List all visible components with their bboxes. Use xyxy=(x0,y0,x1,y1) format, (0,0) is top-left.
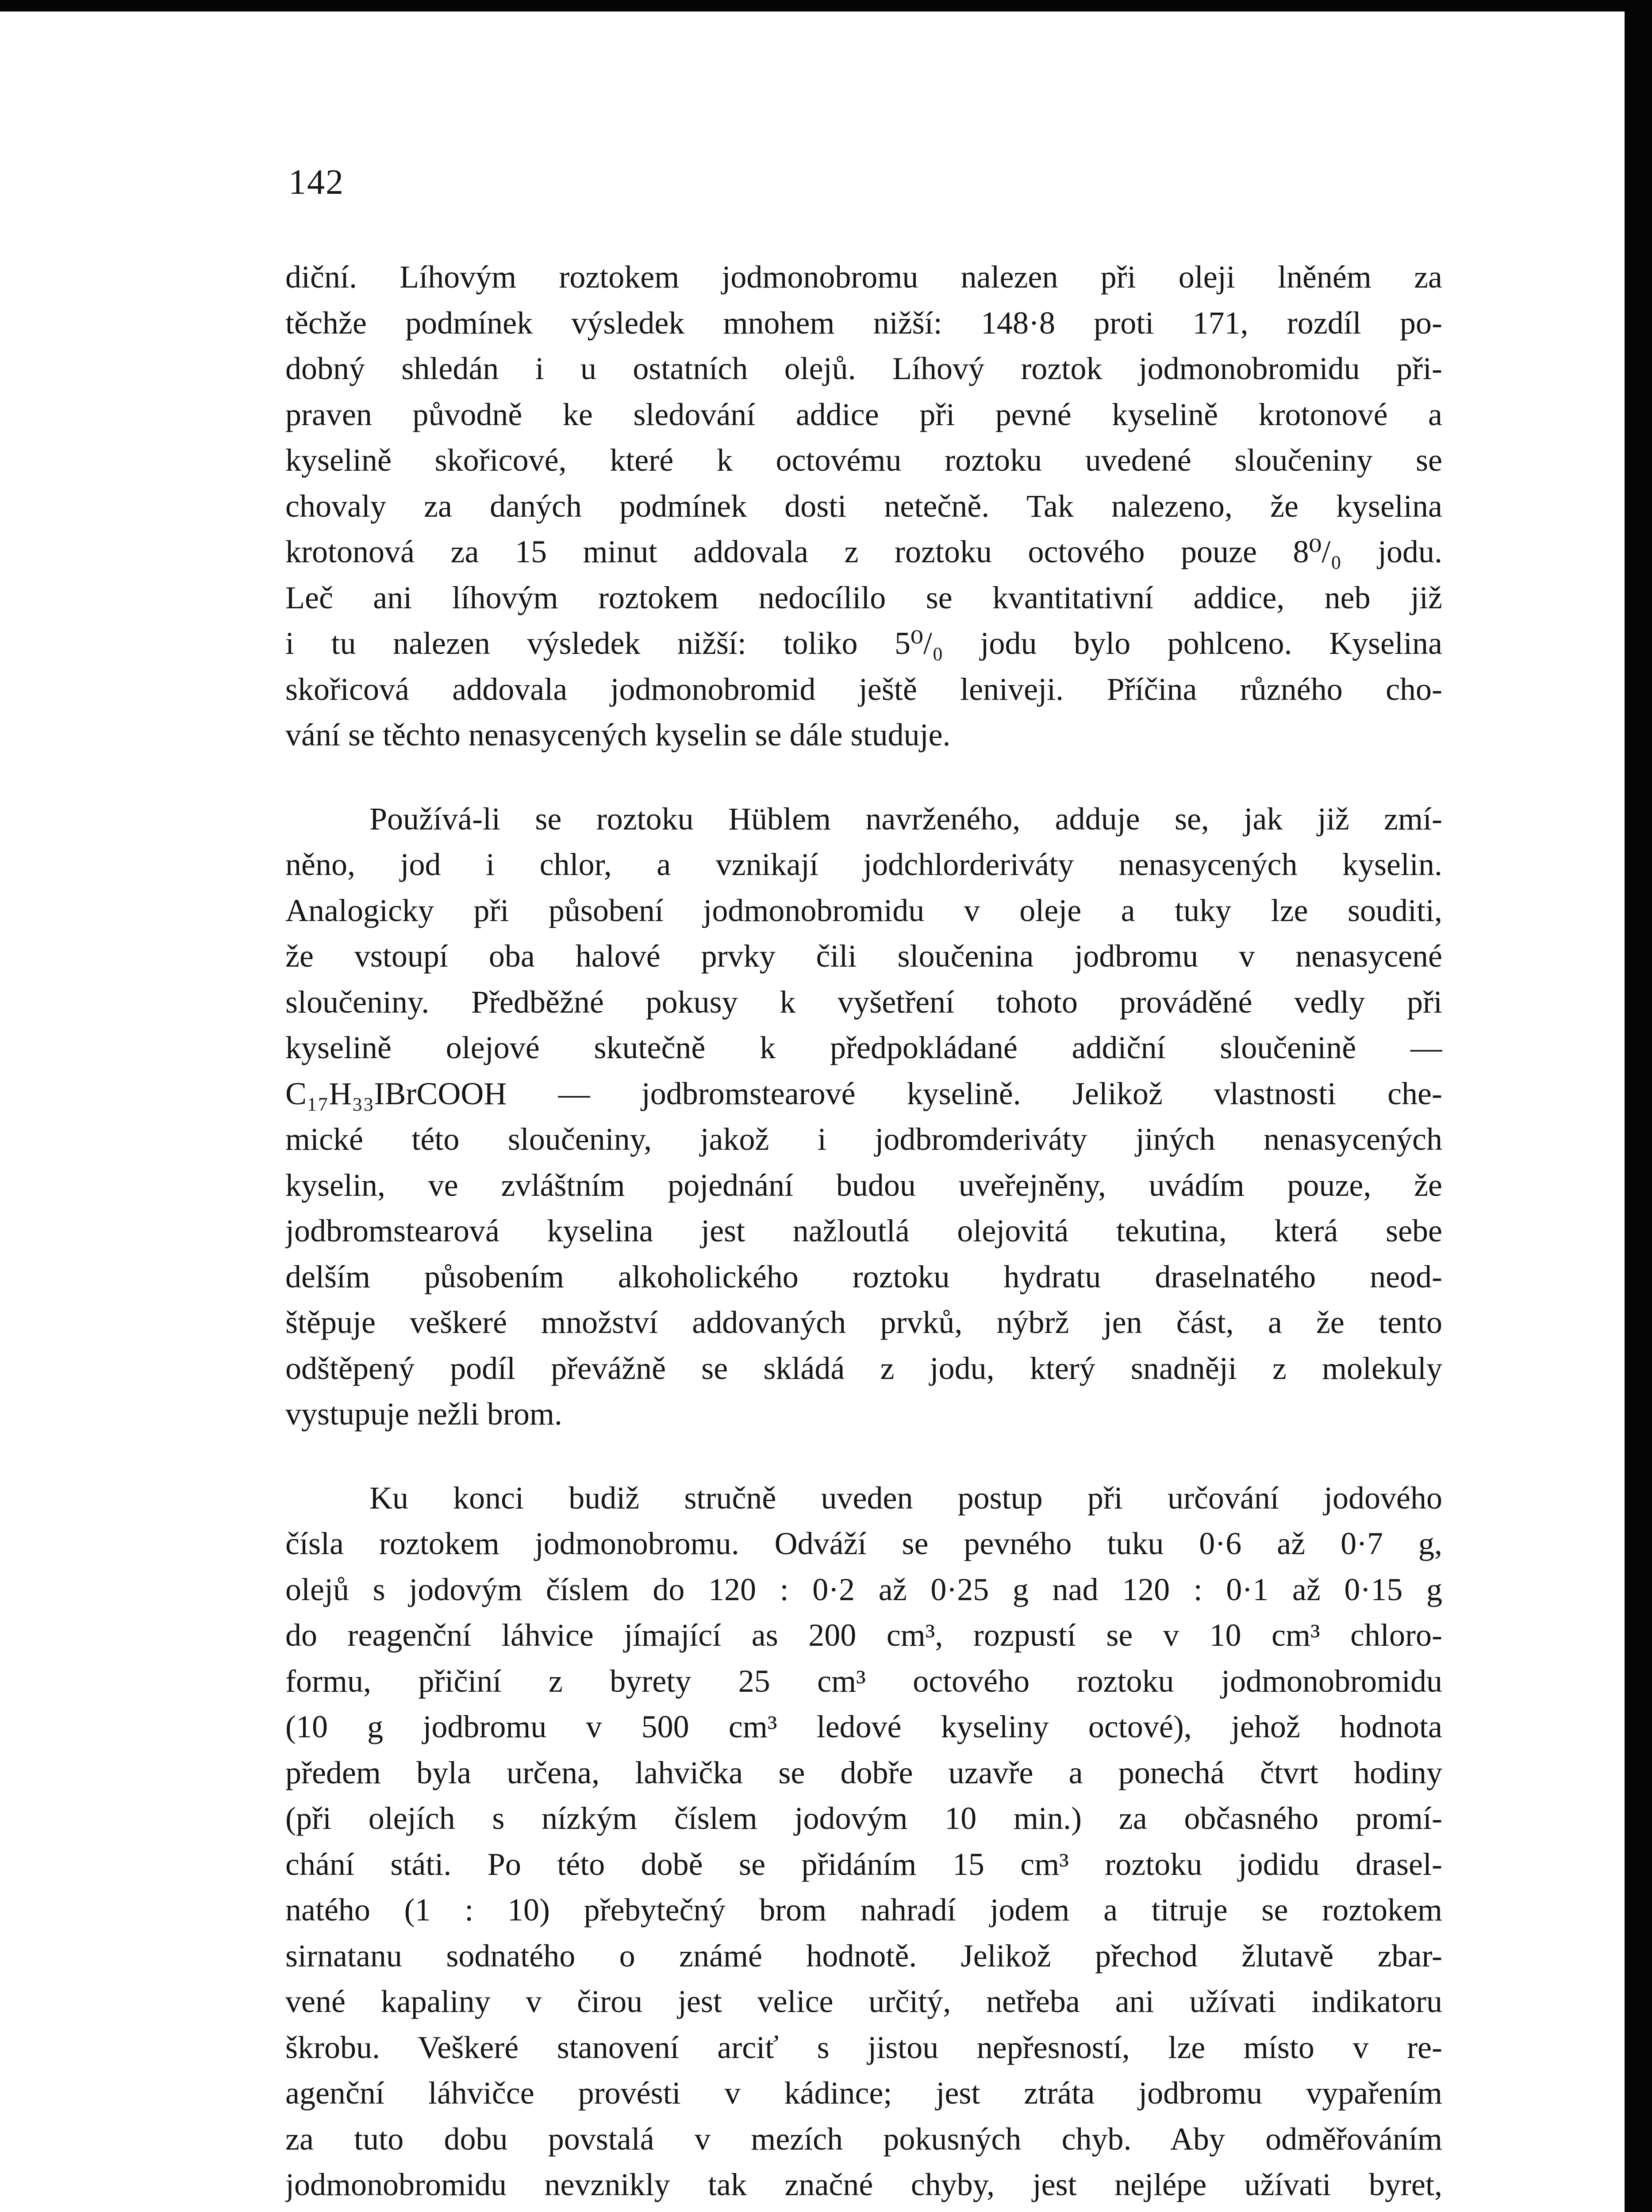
text-line: (při olejích s nízkým číslem jodovým 10 min.) za občasného promí- xyxy=(285,1801,1442,1836)
text-line: něno, jod i chlor, a vznikají jodchlorderiváty nenasycených kyselin. xyxy=(285,847,1442,882)
paragraph-spacer xyxy=(285,1437,1442,1475)
text-line: praven původně ke sledování addice při pevné kyselině krotonové a xyxy=(285,396,1442,432)
text-line: sirnatanu sodnatého o známé hodnotě. Jelikož přechod žlutavě zbar- xyxy=(285,1938,1442,1974)
text-line: štěpuje veškeré množství addovaných prvků, nýbrž jen část, a že tento xyxy=(285,1305,1442,1340)
text-line: Ku konci budiž stručně uveden postup při určování jodového xyxy=(369,1480,1442,1516)
text-line: odštěpený podíl převážně se skládá z jodu, který snadněji z molekuly xyxy=(285,1350,1442,1386)
text-line: škrobu. Veškeré stanovení arciť s jistou nepřesností, lze místo v re- xyxy=(285,2029,1442,2065)
text-line: vystupuje nežli brom. xyxy=(285,1396,562,1432)
text-line: dobný shledán i u ostatních olejů. Líhový roztok jodmonobromidu při- xyxy=(285,351,1442,386)
text-line: vené kapaliny v čirou jest velice určitý, netřeba ani užívati indikatoru xyxy=(285,1984,1442,2019)
text-line: natého (1 : 10) přebytečný brom nahradí jodem a titruje se roztokem xyxy=(285,1892,1442,1928)
text-line: vání se těchto nenasycených kyselin se dále studuje. xyxy=(285,717,951,753)
text-line: C₁₇H₃₃IBrCOOH — jodbromstearové kyselině. Jelikož vlastnosti che- xyxy=(285,1075,1442,1111)
paragraph-2 xyxy=(285,796,1442,1437)
scan-border-top xyxy=(0,0,1652,12)
paragraph-3 xyxy=(285,1475,1442,2212)
text-line: sloučeniny. Předběžné pokusy k vyšetření tohoto prováděné vedly při xyxy=(285,984,1442,1020)
scan-border-right xyxy=(1625,0,1652,2212)
text-line: do reagenční láhvice jímající as 200 cm³, rozpustí se v 10 cm³ chloro- xyxy=(285,1617,1442,1653)
body-text xyxy=(285,254,1442,2212)
paragraph-1 xyxy=(285,254,1442,758)
text-line: čísla roztokem jodmonobromu. Odváží se pevného tuku 0·6 až 0·7 g, xyxy=(285,1526,1442,1561)
text-line: delším působením alkoholického roztoku hydratu draselnatého neod- xyxy=(285,1259,1442,1294)
text-line: chání státi. Po této době se přidáním 15 cm³ roztoku jodidu drasel- xyxy=(285,1846,1442,1882)
text-line: Analogicky při působení jodmonobromidu v oleje a tuky lze souditi, xyxy=(285,892,1442,928)
text-line: že vstoupí oba halové prvky čili sloučenina jodbromu v nenasycené xyxy=(285,938,1442,974)
text-line: Používá-li se roztoku Hüblem navrženého, adduje se, jak již zmí- xyxy=(369,801,1442,837)
page-number: 142 xyxy=(288,163,344,202)
text-line: za tuto dobu povstalá v mezích pokusných chyb. Aby odměřováním xyxy=(285,2121,1442,2157)
text-line: diční. Líhovým roztokem jodmonobromu nalezen při oleji lněném za xyxy=(285,259,1442,295)
text-line: mické této sloučeniny, jakož i jodbromderiváty jiných nenasycených xyxy=(285,1121,1442,1157)
text-line: kyselině skořicové, které k octovému roztoku uvedené sloučeniny se xyxy=(285,442,1442,478)
text-line: kyselině olejové skutečně k předpokládané addiční sloučenině — xyxy=(285,1030,1442,1065)
text-line: i tu nalezen výsledek nižší: toliko 5⁰/₀ jodu bylo pohlceno. Kyselina xyxy=(285,626,1442,661)
text-line: jodmonobromidu nevznikly tak značné chyby, jest nejlépe užívati byret, xyxy=(285,2167,1442,2202)
text-line xyxy=(285,2208,1442,2212)
text-line: agenční láhvičce provésti v kádince; jest ztráta jodbromu vypařením xyxy=(285,2075,1442,2111)
text-line: předem byla určena, lahvička se dobře uzavře a ponechá čtvrt hodiny xyxy=(285,1755,1442,1790)
text-line: (10 g jodbromu v 500 cm³ ledové kyseliny octové), jehož hodnota xyxy=(285,1709,1442,1744)
text-line: Leč ani líhovým roztokem nedocílilo se kvantitativní addice, neb již xyxy=(285,580,1442,615)
text-line: krotonová za 15 minut addovala z roztoku octového pouze 8⁰/₀ jodu. xyxy=(285,534,1442,569)
text-line: kyselin, ve zvláštním pojednání budou uveřejněny, uvádím pouze, že xyxy=(285,1167,1442,1203)
text-line: jodbromstearová kyselina jest nažloutlá olejovitá tekutina, která sebe xyxy=(285,1213,1442,1248)
text-line: formu, přičiní z byrety 25 cm³ octového roztoku jodmonobromidu xyxy=(285,1663,1442,1699)
text-line: těchže podmínek výsledek mnohem nižší: 148·8 proti 171, rozdíl po- xyxy=(285,305,1442,341)
text-line: chovaly za daných podmínek dosti netečně. Tak nalezeno, že kyselina xyxy=(285,488,1442,524)
text-line: skořicová addovala jodmonobromid ještě leniveji. Příčina různého cho- xyxy=(285,671,1442,707)
text-line: olejů s jodovým číslem do 120 : 0·2 až 0·25 g nad 120 : 0·1 až 0·15 g xyxy=(285,1571,1442,1607)
paragraph-spacer xyxy=(285,758,1442,796)
